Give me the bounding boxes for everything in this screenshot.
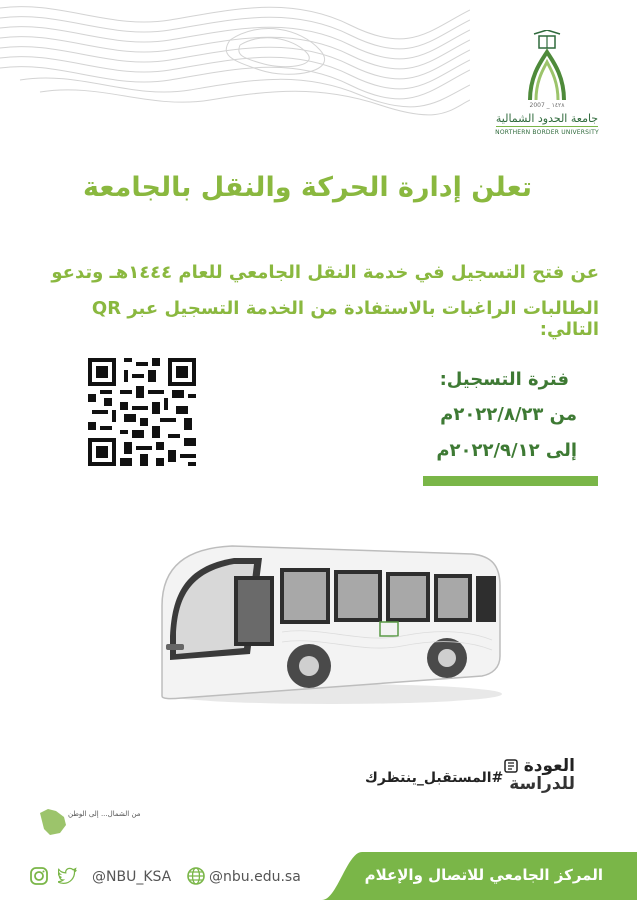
bus-icon	[142, 536, 504, 708]
registration-to-date: إلى ٢٠٢٢/٩/١٢م	[436, 440, 577, 461]
slogan: من الشمال... إلى الوطن	[68, 810, 141, 818]
campaign-hashtag: #المستقبل_ينتظرك	[365, 770, 504, 786]
logo-years: 2007 _ ١٤٢٨	[529, 102, 565, 109]
social-handle[interactable]: @NBU_KSA	[92, 869, 172, 885]
logo-name-arabic: جامعة الحدود الشمالية	[495, 112, 599, 125]
twitter-icon[interactable]	[58, 866, 78, 886]
registration-period-title: فترة التسجيل:	[439, 369, 569, 390]
topographic-lines-decoration	[0, 0, 470, 120]
headline: تعلن إدارة الحركة والنقل بالجامعة	[83, 172, 532, 203]
logo-divider	[496, 126, 598, 127]
saudi-map-icon	[36, 805, 70, 839]
registration-from-date: من ٢٠٢٢/٨/٢٣م	[440, 404, 577, 425]
university-logo	[492, 30, 602, 150]
back-to-school-line-2: للدراسة	[509, 774, 575, 794]
qr-code-icon[interactable]	[88, 358, 196, 466]
footer-center-name: المركز الجامعي للاتصال والإعلام	[364, 866, 603, 884]
back-to-school-line-1: العودة	[523, 756, 575, 776]
registration-accent-bar	[423, 476, 598, 486]
back-to-school-logo	[505, 757, 575, 797]
logo-name-english: NORTHERN BORDER UNIVERSITY	[495, 129, 599, 136]
university-emblem-icon	[522, 30, 572, 102]
website-link[interactable]: @nbu.edu.sa	[209, 869, 301, 885]
intro-line-2: الطالبات الراغبات بالاستفادة من الخدمة التسجيل عبر QR التالي:	[91, 298, 599, 340]
instagram-icon[interactable]	[29, 866, 49, 886]
intro-line-1: عن فتح التسجيل في خدمة النقل الجامعي للعام ١٤٤٤هـ وتدعو	[51, 262, 599, 283]
globe-icon[interactable]	[186, 866, 206, 886]
